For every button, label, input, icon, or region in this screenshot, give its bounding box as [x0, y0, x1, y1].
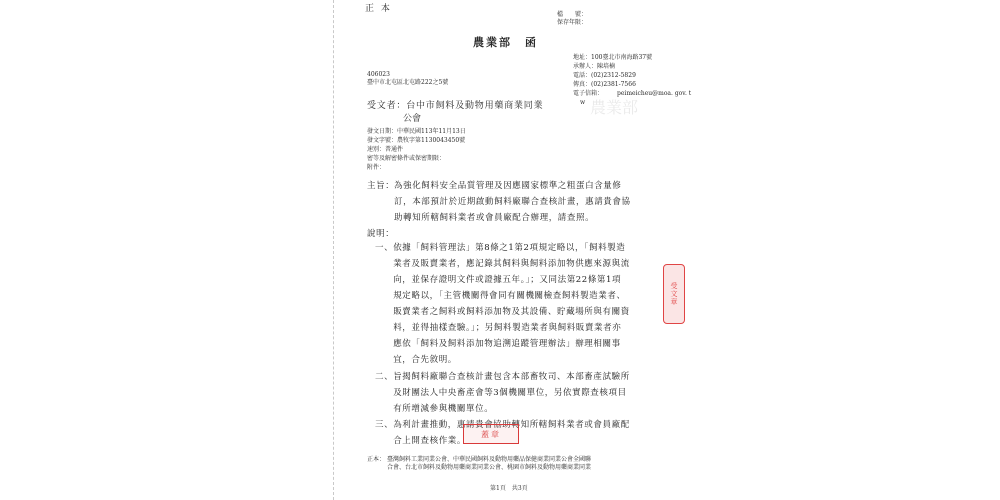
explanation-label: 說明： [367, 229, 395, 239]
addressee-label: 受文者： [367, 101, 407, 111]
issue-number: 發文字號：農牧字第1130043450號 [367, 137, 466, 144]
sender-address: 地址：100臺北市南海路37號 [573, 54, 653, 61]
explanation-line: 及財團法人中央畜產會等3個機關單位，另依實際查核項目 [375, 388, 627, 398]
addressee-name: 台中市飼料及動物用藥商業同業 [406, 101, 544, 111]
addressee-name-line2: 公會 [403, 114, 422, 124]
inline-seal: 蓋章 [463, 424, 519, 444]
subject-label: 主旨： [367, 181, 395, 191]
explanation-line: 合上開查核作業。 [375, 436, 467, 446]
binding-margin-line [333, 0, 334, 500]
explanation-line: 宜，合先敘明。 [375, 355, 457, 365]
explanation-line: 業者及販賣業者，應記錄其飼料與飼料添加物供應來源與流 [375, 259, 630, 269]
recipient-postal-code: 406023 [367, 71, 390, 78]
sender-email-cont: w [580, 99, 586, 106]
subject-line: 訂，本部預計於近期啟動飼料廠聯合查核計畫，惠請貴會協 [394, 197, 631, 207]
explanation-line: 規定略以，「主管機關得會同有關機關檢查飼料製造業者、 [375, 291, 626, 301]
explanation-line: 三、為利計畫推動，惠請貴會協助轉知所轄飼料業者或會員廠配 [375, 420, 630, 430]
explanation-line: 有所增減參與機關單位。 [375, 404, 494, 414]
attachment-label: 附件： [367, 164, 386, 171]
sender-email-label: 電子信箱： [573, 90, 604, 97]
security-class: 密等及解密條件或保密期限： [367, 155, 446, 162]
speed-class: 速別：普通件 [367, 146, 404, 153]
sender-contact: 承辦人：陳培楠 [573, 63, 616, 70]
received-stamp: 受文章 [663, 264, 685, 324]
explanation-line: 料，並得抽樣查驗。」；另飼料製造業者與飼料販賣業者亦 [375, 323, 622, 333]
subject-line: 為強化飼料安全品質管理及因應國家標準之粗蛋白含量修 [394, 181, 622, 191]
retention-label: 保存年限： [557, 19, 588, 26]
explanation-line: 應依「飼料及飼料添加物追溯追蹤管理辦法」辦理相關事 [375, 339, 621, 349]
document-title: 農業部 函 [473, 36, 538, 49]
explanation-line: 二、旨揭飼料廠聯合查核計畫包含本部畜牧司、本部畜產試驗所 [375, 372, 630, 382]
explanation-line: 向，並保存證明文件或證據五年。」；又同法第22條第1項 [375, 275, 622, 285]
sender-fax: 傳真：(02)2381-7566 [573, 81, 636, 88]
sender-phone: 電話：(02)2312-5829 [573, 72, 636, 79]
page-number: 第1頁 共3頁 [490, 485, 528, 492]
addressee-row [367, 98, 543, 111]
faint-seal-watermark: 農業部 [590, 98, 639, 117]
explanation-line: 一、依據「飼料管理法」第8條之1第2項規定略以，「飼料製造 [375, 243, 626, 253]
copy-label: 正 本 [365, 4, 392, 14]
explanation-line: 販賣業者之飼料或飼料添加物及其設備、貯藏場所與有關資 [375, 307, 630, 317]
cc-line: 臺灣飼料工業同業公會、中華民國飼料及動物用藥品保健商業同業公會全國聯 [387, 456, 592, 463]
sender-email: peimeicheu@moa. gov. t [617, 90, 692, 97]
subject-line: 助轉知所轄飼料業者或會員廠配合辦理，請查照。 [394, 213, 595, 223]
recipient-address: 臺中市北屯區北屯路222之5號 [367, 79, 449, 86]
file-number-label: 檔 號： [557, 11, 588, 18]
issue-date: 發文日期：中華民國113年11月13日 [367, 128, 466, 135]
cc-line: 合會、台北市飼料及動物用藥商業同業公會、桃園市飼料及動物用藥商業同業 [387, 464, 592, 471]
cc-label: 正本： [367, 456, 386, 463]
document-page [315, 0, 692, 500]
